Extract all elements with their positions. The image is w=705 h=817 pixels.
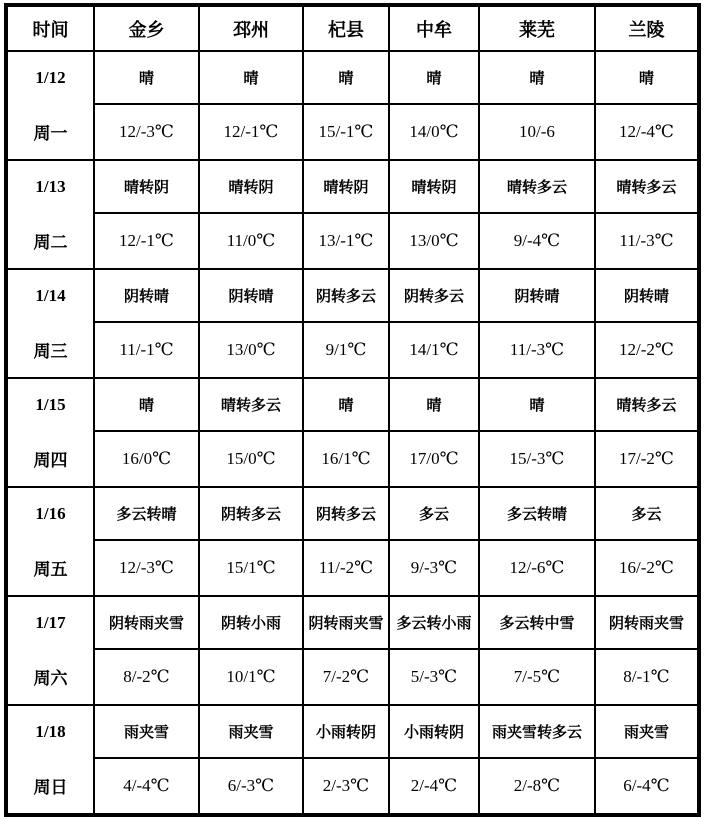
temp-cell: 10/1℃ bbox=[199, 649, 303, 705]
weather-cell: 多云 bbox=[595, 487, 699, 540]
weather-cell: 雨夹雪 bbox=[595, 705, 699, 758]
weather-cell: 晴转多云 bbox=[595, 378, 699, 431]
weather-cell: 雨夹雪 bbox=[199, 705, 303, 758]
weather-row bbox=[6, 269, 699, 322]
weather-cell: 雨夹雪转多云 bbox=[479, 705, 595, 758]
weather-cell: 晴 bbox=[94, 378, 199, 431]
weather-cell: 晴 bbox=[479, 51, 595, 104]
date-stack bbox=[8, 597, 93, 704]
weather-cell: 晴 bbox=[199, 51, 303, 104]
weather-cell: 晴 bbox=[479, 378, 595, 431]
date-cell bbox=[6, 596, 94, 705]
temp-cell: 7/-5℃ bbox=[479, 649, 595, 705]
date-stack bbox=[8, 161, 93, 268]
temp-cell: 6/-4℃ bbox=[595, 758, 699, 815]
weather-row bbox=[6, 596, 699, 649]
date-cell bbox=[6, 269, 94, 378]
temp-row bbox=[6, 649, 699, 705]
weather-cell: 多云转小雨 bbox=[389, 596, 479, 649]
temp-cell: 15/-1℃ bbox=[303, 104, 389, 160]
weather-cell: 多云转晴 bbox=[479, 487, 595, 540]
temp-row bbox=[6, 213, 699, 269]
weather-cell: 小雨转阴 bbox=[389, 705, 479, 758]
weather-row bbox=[6, 487, 699, 540]
weather-cell: 晴 bbox=[389, 51, 479, 104]
temp-cell: 8/-2℃ bbox=[94, 649, 199, 705]
date-label: 1/14 bbox=[35, 285, 66, 305]
temp-cell: 12/-3℃ bbox=[94, 104, 199, 160]
temp-cell: 2/-8℃ bbox=[479, 758, 595, 815]
weather-cell: 晴转多云 bbox=[595, 160, 699, 213]
weather-cell: 阴转雨夹雪 bbox=[595, 596, 699, 649]
weather-row bbox=[6, 160, 699, 213]
weather-cell: 阴转多云 bbox=[303, 487, 389, 540]
temp-cell: 8/-1℃ bbox=[595, 649, 699, 705]
temp-cell: 11/0℃ bbox=[199, 213, 303, 269]
weekday-label: 周三 bbox=[33, 341, 68, 361]
header-cell-city-laiwu: 莱芜 bbox=[479, 5, 595, 51]
weather-cell: 多云 bbox=[389, 487, 479, 540]
header-cell-city-zhongmou: 中牟 bbox=[389, 5, 479, 51]
date-cell bbox=[6, 487, 94, 596]
date-stack bbox=[8, 706, 93, 813]
weather-cell: 雨夹雪 bbox=[94, 705, 199, 758]
header-cell-time: 时间 bbox=[6, 5, 94, 51]
date-stack bbox=[8, 270, 93, 377]
weather-cell: 阴转晴 bbox=[479, 269, 595, 322]
temp-cell: 9/1℃ bbox=[303, 322, 389, 378]
weather-cell: 晴转阴 bbox=[303, 160, 389, 213]
temp-cell: 16/-2℃ bbox=[595, 540, 699, 596]
temp-cell: 14/0℃ bbox=[389, 104, 479, 160]
temp-cell: 9/-4℃ bbox=[479, 213, 595, 269]
header-cell-city-jinxiang: 金乡 bbox=[94, 5, 199, 51]
weather-cell: 阴转多云 bbox=[199, 487, 303, 540]
weather-cell: 阴转晴 bbox=[94, 269, 199, 322]
weekday-label: 周四 bbox=[33, 450, 68, 470]
date-stack bbox=[8, 379, 93, 486]
weather-cell: 晴转多云 bbox=[199, 378, 303, 431]
temp-cell: 17/-2℃ bbox=[595, 431, 699, 487]
temp-cell: 16/1℃ bbox=[303, 431, 389, 487]
weather-row bbox=[6, 705, 699, 758]
temp-cell: 12/-1℃ bbox=[199, 104, 303, 160]
weather-cell: 阴转晴 bbox=[595, 269, 699, 322]
weather-cell: 多云转中雪 bbox=[479, 596, 595, 649]
weather-cell: 阴转晴 bbox=[199, 269, 303, 322]
weather-row bbox=[6, 378, 699, 431]
header-cell-city-lanling: 兰陵 bbox=[595, 5, 699, 51]
temp-cell: 2/-4℃ bbox=[389, 758, 479, 815]
temp-cell: 13/-1℃ bbox=[303, 213, 389, 269]
weekday-label: 周六 bbox=[33, 668, 68, 688]
date-cell bbox=[6, 378, 94, 487]
date-cell bbox=[6, 160, 94, 269]
temp-cell: 17/0℃ bbox=[389, 431, 479, 487]
weather-forecast-table bbox=[4, 3, 701, 817]
temp-cell: 6/-3℃ bbox=[199, 758, 303, 815]
temp-row bbox=[6, 104, 699, 160]
temp-cell: 4/-4℃ bbox=[94, 758, 199, 815]
date-label: 1/17 bbox=[35, 612, 66, 632]
weather-cell: 晴转多云 bbox=[479, 160, 595, 213]
weather-cell: 阴转小雨 bbox=[199, 596, 303, 649]
temp-cell: 13/0℃ bbox=[389, 213, 479, 269]
date-stack bbox=[8, 52, 93, 159]
date-label: 1/15 bbox=[35, 394, 66, 414]
temp-cell: 9/-3℃ bbox=[389, 540, 479, 596]
date-label: 1/16 bbox=[35, 503, 66, 523]
temp-cell: 12/-3℃ bbox=[94, 540, 199, 596]
date-stack bbox=[8, 488, 93, 595]
date-cell bbox=[6, 51, 94, 160]
temp-cell: 12/-2℃ bbox=[595, 322, 699, 378]
temp-cell: 11/-2℃ bbox=[303, 540, 389, 596]
weather-cell: 阴转多云 bbox=[303, 269, 389, 322]
date-cell bbox=[6, 705, 94, 815]
header-cell-city-pizhou: 邳州 bbox=[199, 5, 303, 51]
temp-cell: 12/-1℃ bbox=[94, 213, 199, 269]
date-label: 1/12 bbox=[35, 67, 66, 87]
date-label: 1/18 bbox=[35, 721, 66, 741]
weather-cell: 晴 bbox=[389, 378, 479, 431]
weekday-label: 周一 bbox=[33, 123, 68, 143]
temp-cell: 10/-6 bbox=[479, 104, 595, 160]
weather-cell: 晴 bbox=[303, 51, 389, 104]
weather-cell: 晴 bbox=[303, 378, 389, 431]
weather-cell: 晴转阴 bbox=[199, 160, 303, 213]
temp-row bbox=[6, 322, 699, 378]
temp-cell: 14/1℃ bbox=[389, 322, 479, 378]
temp-cell: 15/1℃ bbox=[199, 540, 303, 596]
temp-cell: 13/0℃ bbox=[199, 322, 303, 378]
temp-row bbox=[6, 431, 699, 487]
temp-cell: 15/0℃ bbox=[199, 431, 303, 487]
temp-cell: 15/-3℃ bbox=[479, 431, 595, 487]
weather-cell: 晴转阴 bbox=[94, 160, 199, 213]
header-row bbox=[6, 5, 699, 51]
temp-cell: 11/-3℃ bbox=[595, 213, 699, 269]
temp-cell: 11/-1℃ bbox=[94, 322, 199, 378]
weather-cell: 晴 bbox=[595, 51, 699, 104]
temp-cell: 16/0℃ bbox=[94, 431, 199, 487]
temp-cell: 5/-3℃ bbox=[389, 649, 479, 705]
header-cell-city-qixian: 杞县 bbox=[303, 5, 389, 51]
weather-cell: 多云转晴 bbox=[94, 487, 199, 540]
date-label: 1/13 bbox=[35, 176, 66, 196]
weather-cell: 阴转雨夹雪 bbox=[303, 596, 389, 649]
temp-cell: 2/-3℃ bbox=[303, 758, 389, 815]
weather-row bbox=[6, 51, 699, 104]
temp-cell: 12/-6℃ bbox=[479, 540, 595, 596]
temp-row bbox=[6, 540, 699, 596]
weekday-label: 周日 bbox=[33, 777, 68, 797]
temp-cell: 7/-2℃ bbox=[303, 649, 389, 705]
weather-cell: 小雨转阴 bbox=[303, 705, 389, 758]
temp-cell: 11/-3℃ bbox=[479, 322, 595, 378]
weekday-label: 周二 bbox=[33, 232, 68, 252]
temp-row bbox=[6, 758, 699, 815]
temp-cell: 12/-4℃ bbox=[595, 104, 699, 160]
weather-cell: 阴转雨夹雪 bbox=[94, 596, 199, 649]
weather-cell: 晴 bbox=[94, 51, 199, 104]
weather-cell: 阴转多云 bbox=[389, 269, 479, 322]
weekday-label: 周五 bbox=[33, 559, 68, 579]
weather-cell: 晴转阴 bbox=[389, 160, 479, 213]
